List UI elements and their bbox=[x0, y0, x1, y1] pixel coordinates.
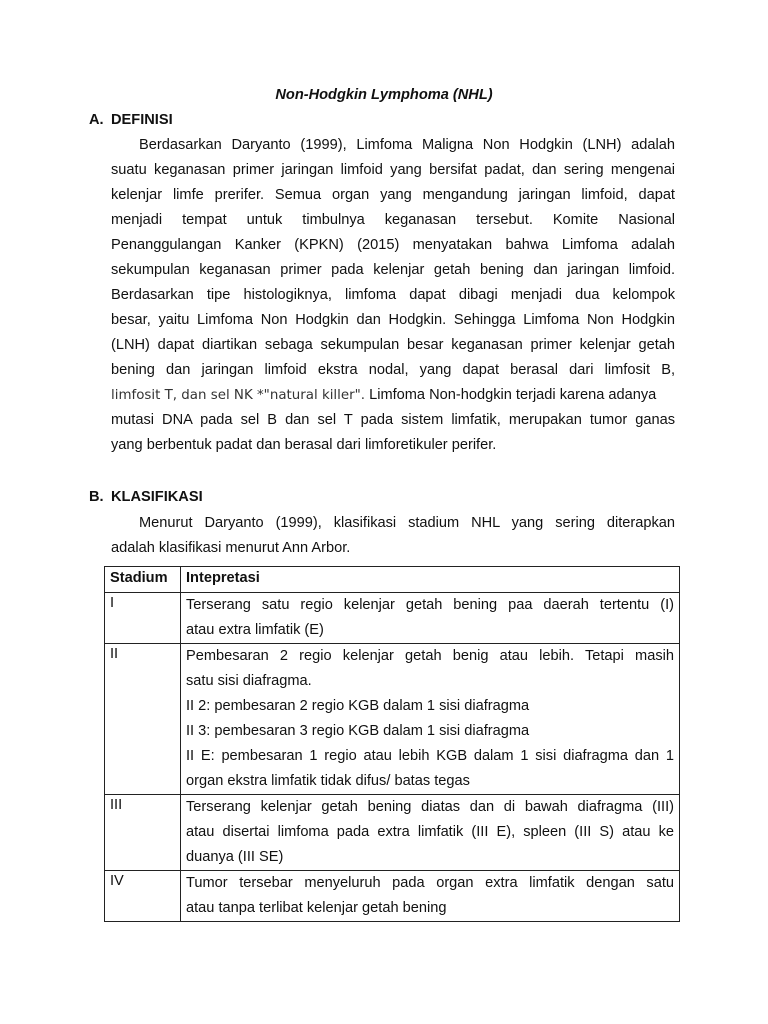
interpretation-line: Tumor tersebar menyeluruh pada organ extra limfatik dengan satu bbox=[186, 875, 674, 891]
paragraph-line: mutasi DNA pada sel B dan sel T pada sistem limfatik, merupakan tumor ganas bbox=[111, 412, 675, 428]
paragraph-line: Penanggulangan Kanker (KPKN) (2015) menyatakan bahwa Limfoma adalah bbox=[111, 237, 675, 253]
interpretation-line: atau disertai limfoma pada extra limfatik (III E), spleen (III S) atau ke bbox=[186, 824, 674, 840]
table-header-intepretasi: Intepretasi bbox=[181, 567, 680, 593]
paragraph-line: menjadi tempat untuk timbulnya keganasan tersebut. Komite Nasional bbox=[111, 212, 675, 228]
stage-cell: I bbox=[110, 595, 115, 611]
paragraph-line: bening dan jaringan limfoid ekstra nodal, yang dapat berasal dari limfosit B, bbox=[111, 362, 675, 378]
section-b-number: B. bbox=[89, 489, 104, 505]
stage-cell: IV bbox=[110, 873, 124, 889]
table-row bbox=[105, 871, 680, 922]
ann-arbor-table bbox=[104, 566, 680, 922]
interpretation-line: satu sisi diafragma. bbox=[186, 673, 312, 689]
paragraph-line-mixed bbox=[111, 386, 675, 404]
paragraph-line: suatu keganasan primer jaringan limfoid yang bersifat padat, dan sering mengenai bbox=[111, 162, 675, 178]
paragraph-line: Berdasarkan Daryanto (1999), Limfoma Maligna Non Hodgkin (LNH) adalah bbox=[139, 137, 675, 153]
interpretation-line: organ ekstra limfatik tidak difus/ batas tegas bbox=[186, 773, 470, 789]
paragraph-line-rest: Limfoma Non-hodgkin terjadi karena adanya bbox=[365, 387, 657, 403]
table-row bbox=[105, 644, 680, 795]
paragraph-line: Menurut Daryanto (1999), klasifikasi stadium NHL yang sering diterapkan bbox=[139, 515, 675, 531]
paragraph-line-alt-font: limfosit T, dan sel NK *"natural killer". bbox=[111, 388, 366, 403]
paragraph-line: besar, yaitu Limfoma Non Hodgkin dan Hodgkin. Sehingga Limfoma Non Hodgkin bbox=[111, 312, 675, 328]
paragraph-line: Berdasarkan tipe histologiknya, limfoma dapat dibagi menjadi dua kelompok bbox=[111, 287, 675, 303]
interpretation-line: II 3: pembesaran 3 regio KGB dalam 1 sisi diafragma bbox=[186, 723, 530, 739]
table-row bbox=[105, 593, 680, 644]
interpretation-line: duanya (III SE) bbox=[186, 849, 284, 865]
section-a-heading bbox=[89, 112, 173, 128]
paragraph-line: yang berbentuk padat dan berasal dari limforetikuler perifer. bbox=[111, 437, 497, 453]
paragraph-line: sekumpulan keganasan primer pada kelenjar getah bening dan jaringan limfoid. bbox=[111, 262, 675, 278]
interpretation-line: Pembesaran 2 regio kelenjar getah benig atau lebih. Tetapi masih bbox=[186, 648, 674, 664]
paragraph-line: adalah klasifikasi menurut Ann Arbor. bbox=[111, 540, 351, 556]
interpretation-line: atau tanpa terlibat kelenjar getah bening bbox=[186, 900, 447, 916]
stage-cell: II bbox=[110, 646, 119, 662]
section-a-title: DEFINISI bbox=[111, 112, 173, 128]
section-b-title: KLASIFIKASI bbox=[111, 489, 203, 505]
interpretation-line: atau extra limfatik (E) bbox=[186, 622, 324, 638]
interpretation-line: II E: pembesaran 1 regio atau lebih KGB dalam 1 sisi diafragma dan 1 bbox=[186, 748, 674, 764]
stage-cell: III bbox=[110, 797, 123, 813]
table-row bbox=[105, 795, 680, 871]
paragraph-line: kelenjar limfe prerifer. Semua organ yang mengandung jaringan limfoid, dapat bbox=[111, 187, 675, 203]
document-title: Non-Hodgkin Lymphoma (NHL) bbox=[275, 87, 493, 103]
table-header-stadium: Stadium bbox=[105, 567, 181, 593]
interpretation-line: Terserang kelenjar getah bening diatas dan di bawah diafragma (III) bbox=[186, 799, 674, 815]
interpretation-line: II 2: pembesaran 2 regio KGB dalam 1 sisi diafragma bbox=[186, 698, 530, 714]
section-b-heading bbox=[89, 489, 203, 505]
interpretation-line: Terserang satu regio kelenjar getah bening paa daerah tertentu (I) bbox=[186, 597, 674, 613]
section-a-number: A. bbox=[89, 112, 104, 128]
paragraph-line: (LNH) dapat diartikan sebaga sekumpulan besar keganasan primer kelenjar getah bbox=[111, 337, 675, 353]
table-header-row bbox=[105, 567, 680, 593]
